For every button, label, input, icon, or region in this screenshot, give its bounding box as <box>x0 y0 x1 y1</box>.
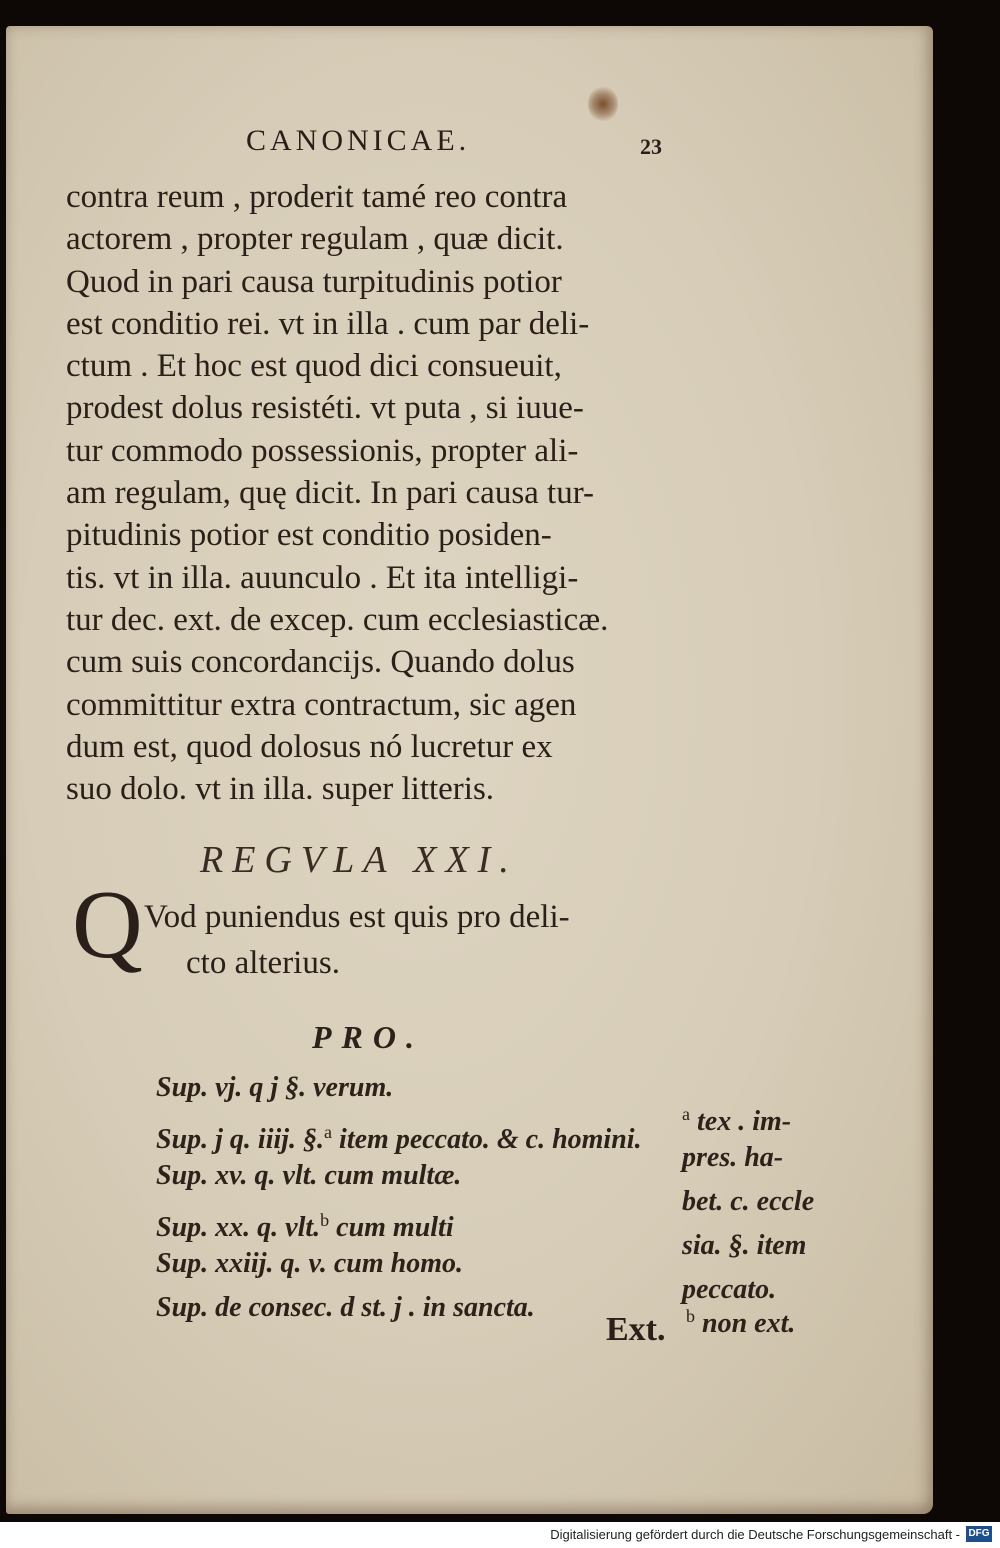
book-page <box>6 26 933 1514</box>
marginal-note: bet. c. eccle <box>682 1186 815 1217</box>
text-line: tur dec. ext. de excep. cum ecclesiasticæ. <box>66 601 609 638</box>
page-number: 23 <box>640 134 662 159</box>
rule-line: cto alterius. <box>186 945 340 981</box>
text-line: pitudinis potior est conditio posiden- <box>66 517 552 554</box>
reference-line: Sup. xxiij. q. v. cum homo. <box>156 1248 464 1279</box>
paper-stain <box>588 86 618 122</box>
text-line: am regulam, quę dicit. In pari causa tur- <box>66 475 595 512</box>
rule-heading: REGVLA XXI. <box>200 839 518 881</box>
text-line: ctum . Et hoc est quod dici consueuit, <box>66 348 562 385</box>
text-line: dum est, quod dolosus nó lucretur ex <box>66 728 553 765</box>
reference-line: Sup. xx. q. vlt.$^b$ cum multi <box>156 1210 454 1243</box>
rule-line: Vod puniendus est quis pro deli- <box>144 899 570 935</box>
text-line: committitur extra contractum, sic agen <box>66 686 577 723</box>
footnote-marker: b <box>686 1306 695 1326</box>
text-line: prodest dolus resistéti. vt puta , si iuue- <box>66 390 584 427</box>
footnote-marker: b <box>320 1210 330 1230</box>
text-line: tur commodo possessionis, propter ali- <box>66 432 579 469</box>
footnote-marker: a <box>682 1104 690 1124</box>
reference-list <box>156 1066 642 1330</box>
marginal-note-end: $^b$ non ext. <box>686 1306 796 1339</box>
text-line: actorem , propter regulam , quæ dicit. <box>66 221 564 258</box>
marginal-notes <box>682 1092 814 1312</box>
text-line: est conditio rei. vt in illa . cum par deli- <box>66 305 590 342</box>
drop-cap: Q <box>72 871 143 979</box>
funding-credit: Digitalisierung gefördert durch die Deutsche Forschungsgemeinschaft - <box>550 1527 960 1542</box>
footnote-marker: a <box>324 1122 333 1142</box>
reference-line: Sup. xv. q. vlt. cum multæ. <box>156 1160 462 1191</box>
text-line: suo dolo. vt in illa. super litteris. <box>66 771 495 808</box>
text-line: contra reum , proderit tamé reo contra <box>66 179 568 215</box>
body-text <box>66 176 676 810</box>
reference-line: Sup. j q. iiij. §.$^a$ item peccato. & c. homini. <box>156 1122 642 1155</box>
text-line: tis. vt in illa. auunculo . Et ita intelligi- <box>66 559 579 596</box>
reference-line: Sup. vj. q j §. verum. <box>156 1072 394 1103</box>
text-line: cum suis concordancijs. Quando dolus <box>66 644 575 681</box>
pro-heading: PRO. <box>312 1019 424 1055</box>
reference-line: Sup. de consec. d st. j . in sancta. <box>156 1292 535 1323</box>
marginal-note: pres. ha- <box>682 1142 784 1173</box>
marginal-note: peccato. <box>682 1274 777 1305</box>
dfg-logo-icon: DFG <box>966 1526 992 1542</box>
running-head: CANONICAE. <box>246 124 471 157</box>
marginal-note: sia. §. item <box>682 1230 807 1261</box>
marginal-note: $^a$ tex . im- <box>682 1104 792 1137</box>
catchword: Ext. <box>606 1311 666 1348</box>
rule-text <box>144 894 570 986</box>
text-line: Quod in pari causa turpitudinis potior <box>66 263 562 300</box>
footer-strip <box>0 1522 1000 1548</box>
